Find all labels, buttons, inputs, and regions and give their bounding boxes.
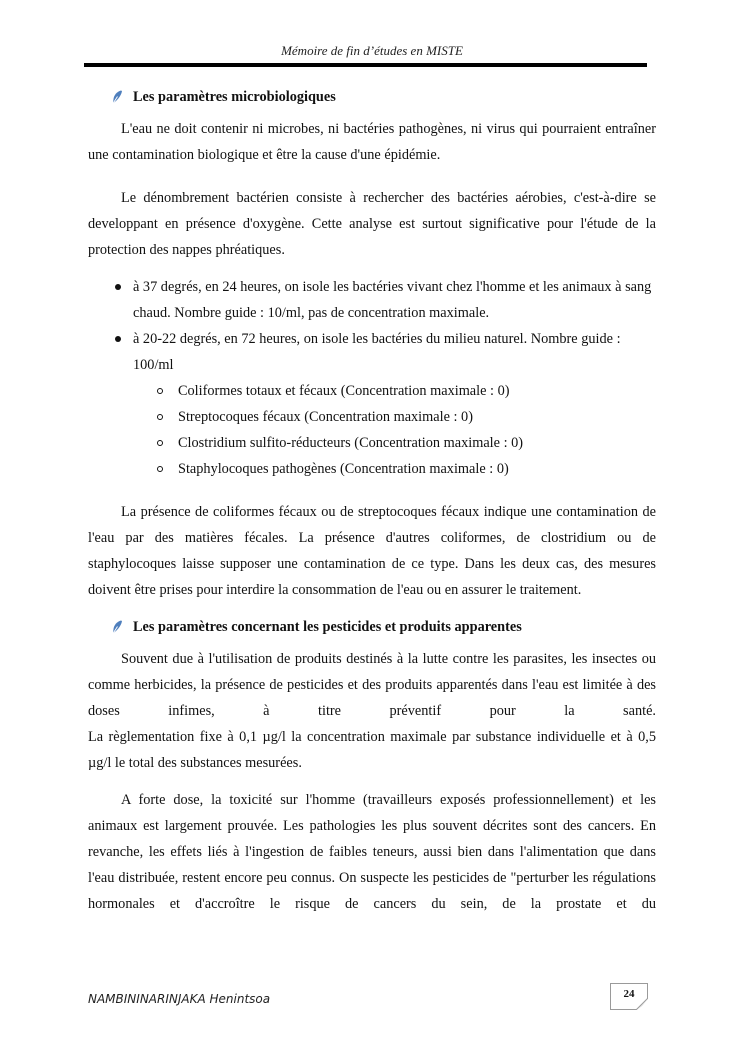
bullet-icon (115, 336, 121, 342)
sub-list-item-text: Streptocoques fécaux (Concentration maximale : 0) (178, 409, 473, 425)
section-heading-text: Les paramètres microbiologiques (133, 89, 336, 105)
circle-bullet-icon (157, 388, 163, 394)
paragraph-continuation: La règlementation fixe à 0,1 µg/l la concentration maximale par substance individuelle et à 0,5 µg/l le total des substances mesurées. (88, 729, 656, 771)
paragraph: Le dénombrement bactérien consiste à rechercher des bactéries aérobies, c'est-à-dire se developpant en présence d'oxygène. Cette analyse est surtout significative pour l'étude de la protection des nappes phréatiques. (88, 190, 656, 258)
page-number: 24 (623, 988, 635, 1000)
list-item-text: à 37 degrés, en 24 heures, on isole les bactéries vivant chez l'homme et les animaux à sang chaud. Nombre guide : 10/ml, pas de concentration maximale. (133, 279, 652, 321)
page-fold-icon (636, 998, 648, 1010)
bullet-list (88, 274, 656, 378)
header-rule (84, 63, 647, 67)
list-item (88, 274, 656, 326)
section-heading-text: Les paramètres concernant les pesticides et produits apparentes (133, 619, 522, 635)
sub-list-item-text: Clostridium sulfito-réducteurs (Concentration maximale : 0) (178, 435, 524, 451)
paragraph: A forte dose, la toxicité sur l'homme (travailleurs exposés professionnellement) et les animaux est largement prouvée. Les pathologies les plus souvent décrites sont des cancers. En revanche, les effets liés à l'ingestion de faibles teneurs, aussi bien dans l'alimentation que dans l'eau distribuée, restent encore peu connus. On suspecte les pesticides de "perturber les régulations hormonales et d'accroître le risque de cancers du sein, de la prostate et du (88, 792, 656, 912)
sub-list (88, 378, 656, 482)
sub-list-item (88, 378, 656, 404)
paragraph: La présence de coliformes fécaux ou de streptocoques fécaux indique une contamination de l'eau par des matières fécales. La présence d'autres coliformes, de clostridium ou de staphylocoques laisse supposer une contamination de ce type. Dans les deux cas, des mesures doivent être prises pour interdire la consommation de l'eau ou en assurer le traitement. (88, 504, 656, 598)
sub-list-item (88, 430, 656, 456)
paragraph: L'eau ne doit contenir ni microbes, ni bactéries pathogènes, ni virus qui pourraient entraîner une contamination biologique et être la cause d'une épidémie. (88, 121, 656, 163)
page-number-box (610, 983, 648, 1010)
circle-bullet-icon (157, 440, 163, 446)
section-heading-microbiological (88, 84, 656, 110)
page-header: Mémoire de fin d’études en MISTE (281, 43, 463, 58)
sub-list-item-text: Coliformes totaux et fécaux (Concentration maximale : 0) (178, 383, 510, 399)
circle-bullet-icon (157, 466, 163, 472)
section-heading-pesticides (88, 614, 656, 640)
bullet-icon (115, 284, 121, 290)
paragraph: Souvent due à l'utilisation de produits destinés à la lutte contre les parasites, les insectes ou comme herbicides, la présence de pesticides et des produits apparentés dans l'eau est limitée à des doses infimes, à titre préventif pour la santé. (88, 651, 656, 719)
list-item-text: à 20-22 degrés, en 72 heures, on isole les bactéries du milieu naturel. Nombre guide : 100/ml (133, 331, 621, 373)
sub-list-item (88, 456, 656, 482)
pen-nib-icon (112, 620, 124, 634)
pen-nib-icon (112, 90, 124, 104)
footer-author: NAMBININARINJAKA Henintsoa (88, 992, 271, 1006)
circle-bullet-icon (157, 414, 163, 420)
list-item (88, 326, 656, 378)
page-body (88, 84, 656, 917)
sub-list-item (88, 404, 656, 430)
sub-list-item-text: Staphylocoques pathogènes (Concentration maximale : 0) (178, 461, 509, 477)
